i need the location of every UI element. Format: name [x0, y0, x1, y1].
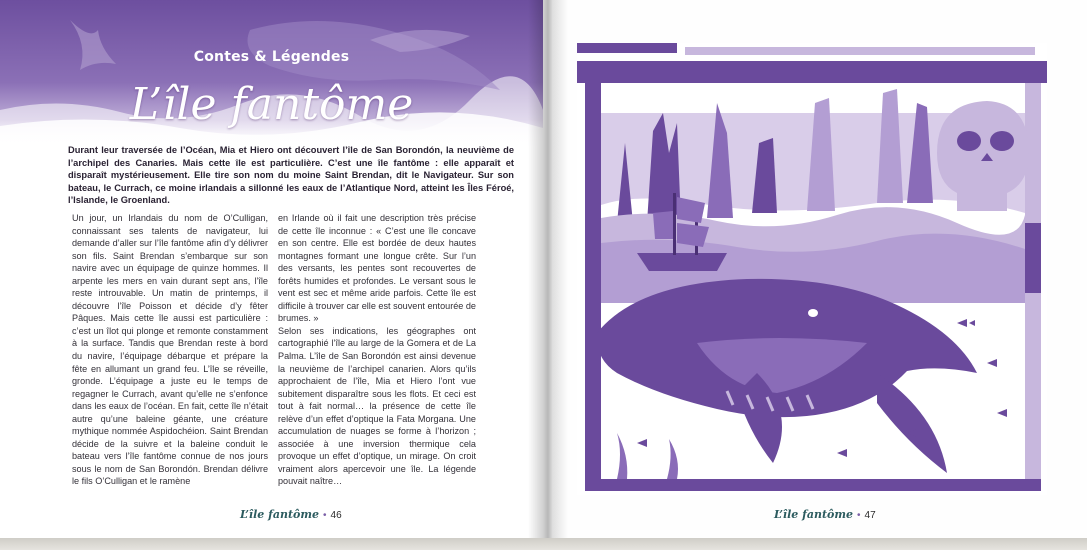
whale-ship-illustration — [577, 43, 1047, 495]
footer-separator: • — [857, 510, 861, 521]
text-column-right — [278, 212, 476, 488]
intro-paragraph: Durant leur traversée de l’Océan, Mia et Hiero ont découvert l’île de San Borondón, la neuvième de l’archipel des Canaries. Mais cette île est particulière. C’est une île fantôme : elle apparaît et disparaît mystérieusement. Elle tire son nom du moine Saint Brendan, dit le Navigateur. Sur son bateau, le Currach, ce moine irlandais a sillonné les eaux de l’Atlantique Nord, atteint les Îles Féroé, l’Islande, le Groenland. — [68, 145, 514, 206]
footer-title: L’île fantôme — [774, 508, 854, 521]
body-paragraph: en Irlande où il fait une description très précise de cette île inconnue : « C’est une île concave en son centre. Elle est bordée de deux hautes montagnes formant une longue crête. Sur l’un des versants, les pentes sont recouvertes de forêts humides et profondes. Le versant sous le vent est sec et même aride parfois. Cette île est difficile à trouver car elle est souvent entourée de brumes. » — [278, 213, 476, 324]
body-paragraph: Selon ses indications, les géographes ont cartographié l’île au large de la Gomera et de La Palma. L’île de San Borondón est ainsi devenue la neuvième de l’archipel canarien. Alors qu’ils approchaient de l’île, Mia et Hiero l’ont vue subitement disparaître sous les flots. Et ceci est tout à fait normal… la présence de cette île relève d’un effet d’optique la Fata Morgana. Une accumulation de nuages se forme à l’horizon ; associée à une inversion thermique cela provoque un effet d’optique, un mirage. On croit vraiment alors apercevoir une île. La légende pouvait naître… — [278, 325, 476, 487]
body-paragraph: Un jour, un Irlandais du nom de O’Culligan, connaissant ses talents de navigateur, lui demande d’aller sur l’île fantôme afin d’y délivrer son fils. Saint Brendan s’embarque sur son navire avec un équipage de quinze hommes. Il arpente les mers en vain durant sept ans, l’île reste introuvable. Un matin de printemps, il découvre l’île Poisson et décide d’y fêter Pâques. Mais cette île aussi est particulière : c’est un îlot qui plonge et remonte constamment à la surface. Tandis que Brendan reste à bord du navire, l’équipage débarque et prépare la fête en allumant un grand feu. L’île se réveille, gronde. L’équipage a juste eu le temps de regagner le Currach, avant qu’elle ne s’enfonce dans les eaux de l’océan. En fait, cette île n’était autre qu’une baleine géante, une créature mythique nommée Aspidochéion. Saint Brendan décide de la suivre et la baleine conduit le bateau vers l’île fantôme connue de nos jours sous le nom de San Borondón. Brendan délivre le fils O’Culligan et le ramène — [72, 213, 268, 487]
series-title: Contes & Légendes — [193, 49, 350, 65]
left-page — [0, 0, 543, 540]
footer-left — [240, 508, 342, 521]
footer-right — [774, 508, 876, 521]
page-number: 46 — [330, 510, 342, 521]
page-title: L’île fantôme — [129, 79, 414, 130]
page-number: 47 — [864, 510, 876, 521]
text-column-left — [72, 212, 268, 488]
right-page — [543, 0, 1087, 540]
header-banner — [0, 0, 543, 150]
footer-title: L’île fantôme — [240, 508, 320, 521]
book-bottom-edge — [0, 538, 1087, 550]
footer-separator: • — [323, 510, 327, 521]
